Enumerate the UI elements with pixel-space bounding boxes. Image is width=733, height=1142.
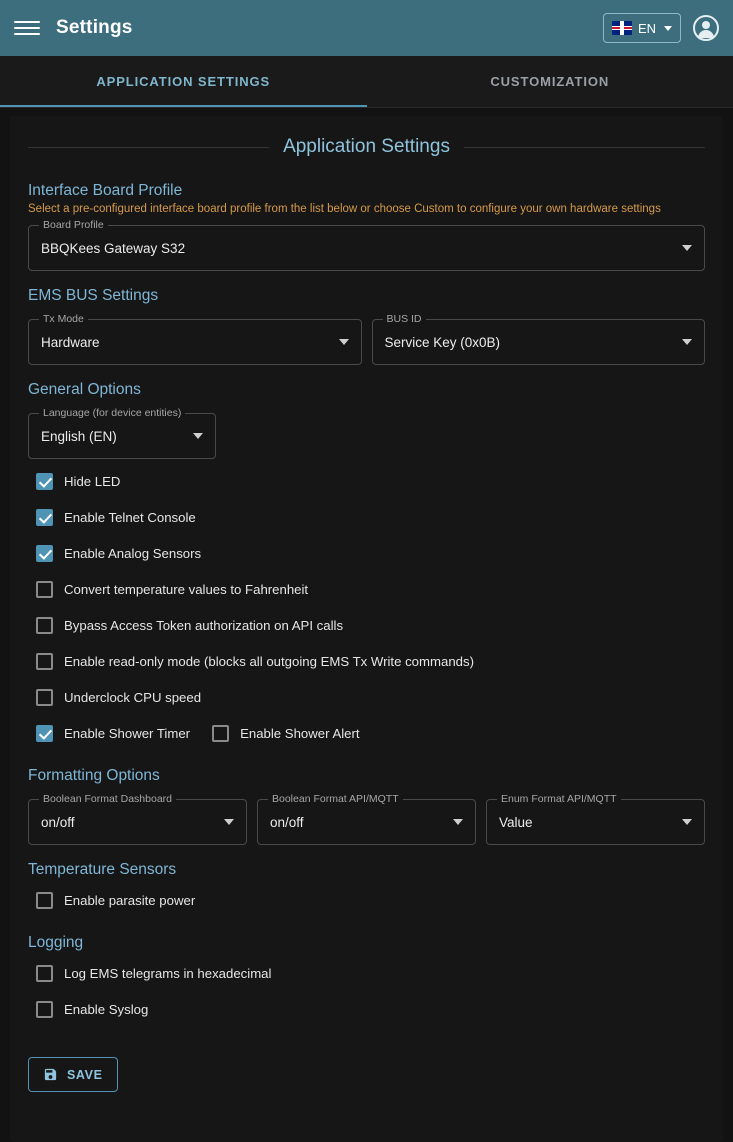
checkbox-label: Underclock CPU speed [64,689,202,705]
general-options-checkbox-list [28,463,705,751]
language-code-label: EN [637,20,656,36]
checkbox-row [28,499,705,535]
boolean-format-api-mqtt-select[interactable] [257,793,476,845]
checkbox-row [28,991,705,1027]
checkbox-label: Enable Shower Alert [240,725,360,741]
section-temperature-sensors [28,861,705,918]
chevron-down-icon [682,819,692,825]
tab-label: CUSTOMIZATION [490,74,610,89]
section-heading: General Options [28,381,141,398]
checkbox-icon [36,653,53,670]
checkbox-bypass-access-token[interactable] [28,617,343,634]
section-logging [28,934,705,1027]
checkbox-label: Hide LED [64,473,121,489]
section-heading: Formatting Options [28,767,160,784]
chevron-down-icon [664,26,672,31]
checkbox-icon [36,545,53,562]
checkbox-hide-led[interactable] [28,473,120,490]
section-formatting-options [28,767,705,845]
enum-format-api-mqtt-value: Value [499,814,533,830]
chevron-down-icon [682,339,692,345]
tab-bar [0,56,733,108]
checkbox-label: Enable Analog Sensors [64,545,202,561]
tx-mode-value: Hardware [41,334,100,350]
enum-format-api-mqtt-legend: Enum Format API/MQTT [497,793,621,805]
checkbox-label: Log EMS telegrams in hexadecimal [64,965,272,981]
checkbox-label: Enable Syslog [64,1001,149,1017]
checkbox-convert-temperature-fahrenheit[interactable] [28,581,308,598]
checkbox-icon [36,689,53,706]
save-disk-icon [43,1067,58,1082]
save-button[interactable] [28,1057,118,1092]
checkbox-row [28,607,705,643]
tab-label: APPLICATION SETTINGS [96,74,271,89]
checkbox-enable-shower-alert[interactable] [204,725,360,742]
board-profile-select[interactable] [28,219,705,271]
bus-id-select[interactable] [372,313,706,365]
checkbox-label: Enable Telnet Console [64,509,196,525]
checkbox-icon [36,1001,53,1018]
checkbox-underclock-cpu-speed[interactable] [28,689,201,706]
section-heading: EMS BUS Settings [28,287,159,304]
language-legend: Language (for device entities) [39,407,185,419]
hamburger-menu-icon[interactable] [14,15,40,41]
language-selector-button[interactable] [603,13,681,43]
checkbox-enable-parasite-power[interactable] [28,892,195,909]
enum-format-api-mqtt-select[interactable] [486,793,705,845]
page-title: Settings [56,17,133,38]
checkbox-row [28,715,705,751]
checkbox-label: Bypass Access Token authorization on API calls [64,617,344,633]
divider-left [28,147,269,148]
formatting-fields-row [28,793,705,845]
checkbox-label: Enable parasite power [64,892,196,908]
bus-id-legend: BUS ID [383,313,426,325]
checkbox-enable-analog-sensors[interactable] [28,545,201,562]
checkbox-row [28,955,705,991]
divider-right [464,147,705,148]
section-general-options [28,381,705,751]
tab-customization[interactable] [367,56,733,107]
boolean-format-dashboard-legend: Boolean Format Dashboard [39,793,176,805]
chevron-down-icon [224,819,234,825]
ems-bus-fields-row [28,313,705,365]
checkbox-label: Enable Shower Timer [64,725,191,741]
checkbox-label: Convert temperature values to Fahrenheit [64,581,309,597]
settings-content-panel [10,116,723,1142]
boolean-format-dashboard-value: on/off [41,814,75,830]
chevron-down-icon [339,339,349,345]
content-title: Application Settings [283,136,450,157]
boolean-format-api-mqtt-value: on/off [270,814,304,830]
section-helper-text: Select a pre-configured interface board profile from the list below or choose Custom to configure your own hardware settings [28,203,661,215]
checkbox-row [28,463,705,499]
section-heading: Logging [28,934,84,951]
checkbox-icon [212,725,229,742]
language-value: English (EN) [41,428,117,444]
checkbox-icon [36,581,53,598]
boolean-format-dashboard-select[interactable] [28,793,247,845]
chevron-down-icon [682,245,692,251]
checkbox-row [28,535,705,571]
checkbox-icon [36,965,53,982]
tx-mode-legend: Tx Mode [39,313,88,325]
uk-flag-icon [612,21,632,35]
section-heading: Temperature Sensors [28,861,177,878]
checkbox-enable-telnet-console[interactable] [28,509,196,526]
tab-application-settings[interactable] [0,56,367,107]
section-heading: Interface Board Profile [28,182,183,199]
checkbox-row [28,571,705,607]
section-title-divider [28,136,705,158]
save-button-label: SAVE [67,1067,103,1082]
checkbox-row [28,643,705,679]
checkbox-icon [36,892,53,909]
app-bar [0,0,733,56]
app-bar-actions [603,13,719,43]
checkbox-icon [36,617,53,634]
checkbox-enable-syslog[interactable] [28,1001,148,1018]
boolean-format-api-mqtt-legend: Boolean Format API/MQTT [268,793,403,805]
checkbox-row [28,679,705,715]
checkbox-log-ems-telegrams-hex[interactable] [28,965,271,982]
chevron-down-icon [453,819,463,825]
section-ems-bus-settings [28,287,705,365]
checkbox-row [28,882,705,918]
checkbox-icon [36,725,53,742]
bus-id-value: Service Key (0x0B) [384,334,501,350]
checkbox-icon [36,509,53,526]
checkbox-enable-shower-timer[interactable] [28,725,190,742]
board-profile-legend: Board Profile [39,219,108,231]
board-profile-value: BBQKees Gateway S32 [41,240,186,256]
chevron-down-icon [193,433,203,439]
checkbox-icon [36,473,53,490]
section-interface-board-profile [28,182,705,271]
tx-mode-select[interactable] [28,313,362,365]
account-circle-icon[interactable] [693,15,719,41]
checkbox-label: Enable read-only mode (blocks all outgoing EMS Tx Write commands) [64,653,474,669]
language-select[interactable] [28,407,216,459]
checkbox-enable-read-only-mode[interactable] [28,653,474,670]
